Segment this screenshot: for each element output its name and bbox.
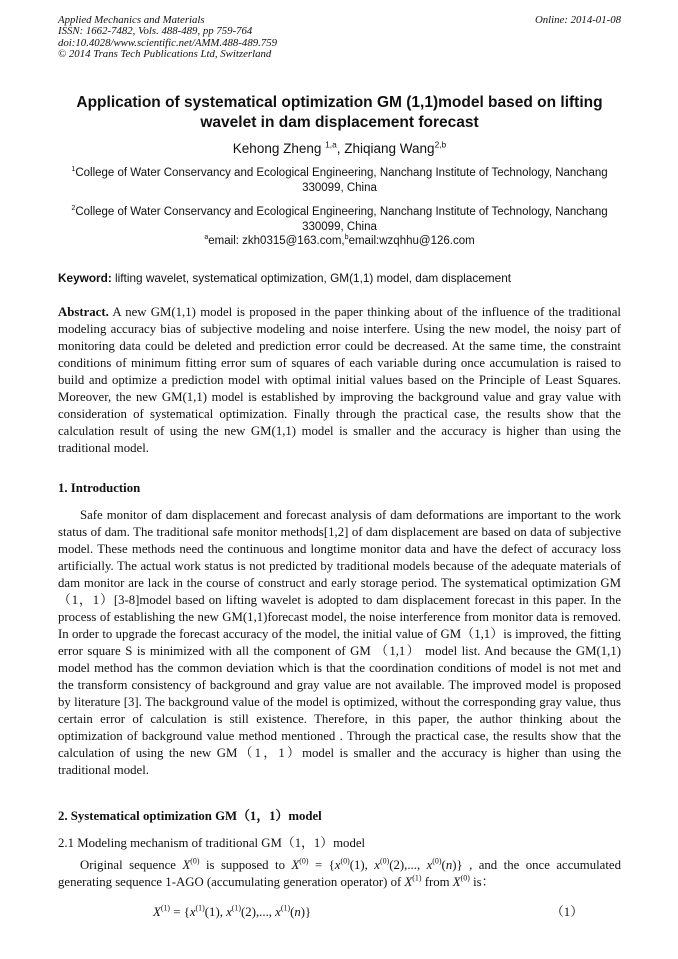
intro-paragraph: Safe monitor of dam displacement and forecast analysis of dam deformations are important to the work status of dam. The traditional safe monitor methods[1,2] of dam displacement are based on data of subjective model. These methods need the continuous and longtime monitor data and have the defect of accuracy loss artificially. The actual work status is not predicted by traditional models because of the adequate materials of dam monitor are lack in the course of construct and early storage period. The systematical optimization GM（1，1）[3-8]model based on lifting wavelet is adopted to dam displacement forecast in this paper. In the process of establishing the new GM(1,1)forecast model, the noise interference from monitor data is removed. In order to upgrade the forecast accuracy of the model, the initial value of GM（1,1）is improved, the fitting error square S is minimized with all the component of GM （1,1） model list. And because the GM(1,1) model method has the common deviation which is that the coordination conditions of model is not met and the transform consistency of background and gray value are not available. The improved model is proposed by literature [3]. The background value of the model is optimized, without the corresponding gray value, thus certain error of calculation is still existence. Therefore, in this paper, the author thinking about the optimization of background value method mentioned . Through the practical case, the results show that the calculation of using the new GM（1，1）model is smaller and the accuracy is higher than using the traditional model. <box>58 507 621 777</box>
keyword-line <box>58 271 621 286</box>
section-1-heading: 1. Introduction <box>58 480 141 495</box>
journal-header <box>58 15 621 60</box>
author-emails: $^a$email: zkh0315@163.com,$^b$email:wzqhhu@126.com <box>204 233 475 248</box>
model-paragraph: Original sequence $X^{(0)}$ is supposed to $X^{(0)} = \{x^{(0)}(1)$, $x^{(0)}(2)$,..., $x^{(0)}(n)$} , and the once accumulated generating sequence 1-AGO (accumulating generation operator) of $X^{(1)}$ from $X^{(0)}$ is： <box>58 856 621 889</box>
online-date: Online: 2014-01-08 <box>534 14 621 26</box>
equation-row <box>58 904 621 921</box>
keyword-label: Keyword: <box>58 270 112 285</box>
copyright-line: © 2014 Trans Tech Publications Ltd, Switzerland <box>58 47 272 60</box>
keyword-text: lifting wavelet, systematical optimization, GM(1,1) model, dam displacement <box>111 270 512 285</box>
abstract-paragraph: Abstract. A new GM(1,1) model is proposed in the paper thinking about of the influence of the traditional modeling accuracy bias of subjective modeling and noise interfere. Using the new model, the noisy part of monitoring data could be deleted and prediction error could be decreased. At the same time, the constraint conditions of minimum fitting error sum of squares of each variable during once accumulation is raised to build and optimize a prediction model with optimal initial values based on the Principle of Least Squares. Moreover, the new GM(1,1) model is established by improving the background value and gray value with consideration of systematical optimization. Finally through the practical case, the results show that the calculation result of using the new GM(1,1) model is smaller and the accuracy is higher than using the traditional model. <box>58 304 621 455</box>
paper-title: Application of systematical optimization GM (1,1)model based on lifting wavelet in dam displacement forecast <box>76 94 603 132</box>
issn-line: ISSN: 1662-7482, Vols. 488-489, pp 759-764 <box>58 25 253 38</box>
affiliation-1: $^1$College of Water Conservancy and Ecological Engineering, Nanchang Institute of Technology, Nanchang 330099, China <box>71 165 608 194</box>
authors-line: Kehong Zheng $^{1,a}$, Zhiqiang Wang$^{2,b}$ <box>232 139 447 157</box>
doi-line: doi:10.4028/www.scientific.net/AMM.488-489.759 <box>58 36 278 49</box>
affiliation-2: $^2$College of Water Conservancy and Ecological Engineering, Nanchang Institute of Technology, Nanchang 330099, China <box>71 204 608 233</box>
equation-1-number: （1） <box>551 904 583 919</box>
equation-1: $X^{(1)} = \{x^{(1)}(1)$, $x^{(1)}(2)$,..., $x^{(1)}(n)$} <box>153 903 312 919</box>
journal-name: Applied Mechanics and Materials <box>58 14 205 26</box>
section-2-heading: 2. Systematical optimization GM（1，1）model <box>58 808 322 823</box>
journal-header-left <box>58 15 277 60</box>
section-2-1-subheading: 2.1 Modeling mechanism of traditional GM（1，1）model <box>58 835 366 850</box>
